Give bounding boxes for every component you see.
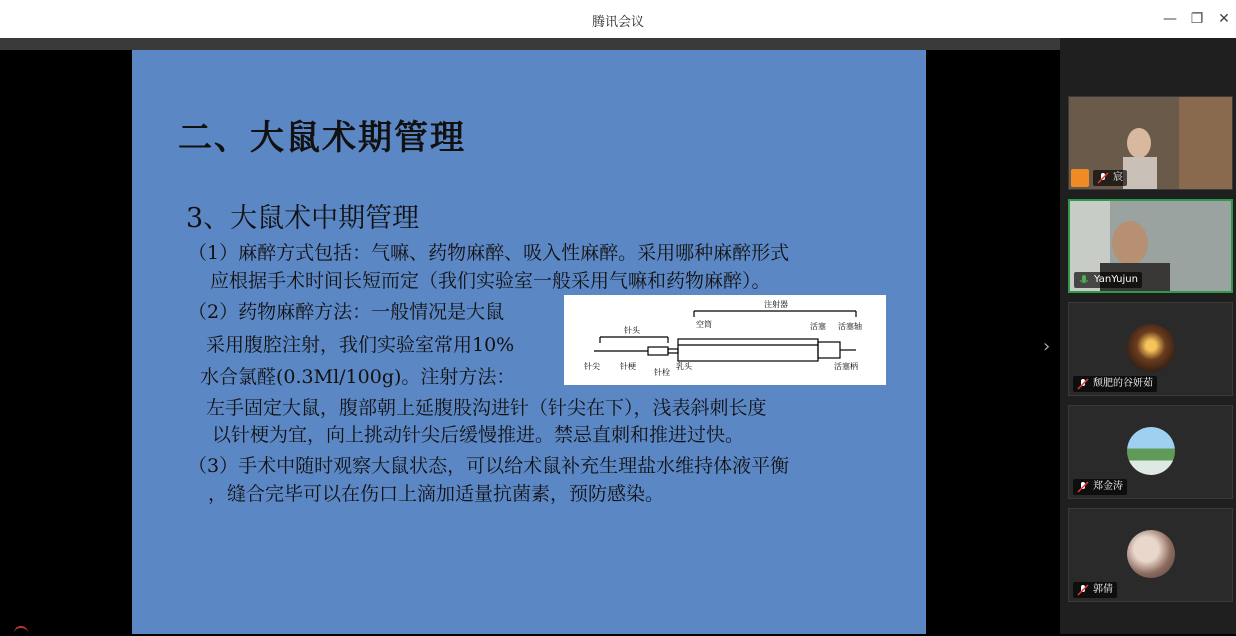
slide-line: （3）手术中随时观察大鼠状态，可以给术鼠补充生理盐水维持体液平衡 [188, 455, 790, 477]
participant-tile[interactable] [1068, 96, 1233, 190]
diagram-label: 针头 [624, 326, 640, 335]
person-icon [1071, 169, 1089, 187]
slide-line: 水合氯醛(0.3Ml/100g)。注射方法： [200, 366, 516, 388]
diagram-label: 空筒 [696, 320, 712, 329]
slide-line: （1）麻醉方式包括：气嘛、药物麻醉、吸入性麻醉。采用哪种麻醉形式 [188, 242, 790, 264]
participant-name: 郭倩 [1073, 582, 1117, 598]
mic-muted-icon [1077, 481, 1089, 493]
record-indicator-icon [14, 626, 28, 636]
slide-line: 以针梗为宜，向上挑动针尖后缓慢推进。禁忌直刺和推进过快。 [212, 424, 745, 446]
mic-muted-icon [1097, 172, 1109, 184]
participant-tile[interactable] [1068, 508, 1233, 602]
diagram-label: 针梗 [620, 362, 636, 371]
syringe-diagram [564, 295, 886, 385]
diagram-label: 活塞 [810, 322, 826, 331]
diagram-label: 乳头 [676, 362, 692, 371]
chevron-right-icon[interactable]: › [1043, 336, 1051, 357]
diagram-label: 注射器 [764, 300, 788, 309]
diagram-label: 针栓 [654, 368, 670, 377]
slide-line: ，缝合完毕可以在伤口上滴加适量抗菌素，预防感染。 [208, 483, 665, 505]
avatar [1127, 324, 1175, 372]
slide-subtitle: 3、大鼠术中期管理 [186, 203, 420, 234]
title-bar [0, 0, 1236, 38]
diagram-label: 针尖 [584, 362, 600, 371]
presentation-slide [132, 50, 926, 634]
participant-tile[interactable] [1068, 405, 1233, 499]
diagram-label: 活塞轴 [838, 322, 862, 331]
close-button[interactable]: ✕ [1218, 11, 1230, 27]
slide-line: 应根据手术时间长短而定（我们实验室一般采用气嘛和药物麻醉）。 [210, 270, 771, 292]
participant-tile[interactable] [1068, 302, 1233, 396]
mic-muted-icon [1077, 378, 1089, 390]
syringe-drawing [564, 295, 886, 385]
participant-tile-active[interactable] [1068, 199, 1233, 293]
window-title: 腾讯会议 [591, 15, 644, 30]
mic-icon [1078, 274, 1090, 286]
minimize-button[interactable]: — [1163, 11, 1177, 27]
slide-line: 左手固定大鼠，腹部朝上延腹股沟进针（针尖在下），浅表斜刺长度 [206, 397, 767, 419]
slide-line: （2）药物麻醉方法：一般情况是大鼠 [188, 301, 505, 323]
avatar [1127, 427, 1175, 475]
participant-name: 宸 [1093, 170, 1127, 186]
participant-name: 郑金涛 [1073, 479, 1127, 495]
participant-name: 颓肥的谷妍茹 [1073, 376, 1157, 392]
mic-muted-icon [1077, 584, 1089, 596]
diagram-label: 活塞柄 [834, 362, 858, 371]
participant-name: YanYujun [1074, 272, 1142, 288]
toolbar-strip [0, 38, 1060, 50]
slide-line: 采用腹腔注射，我们实验室常用10% [206, 334, 515, 356]
restore-button[interactable]: ❐ [1190, 11, 1204, 27]
slide-title: 二、大鼠术期管理 [178, 118, 466, 158]
avatar [1127, 530, 1175, 578]
